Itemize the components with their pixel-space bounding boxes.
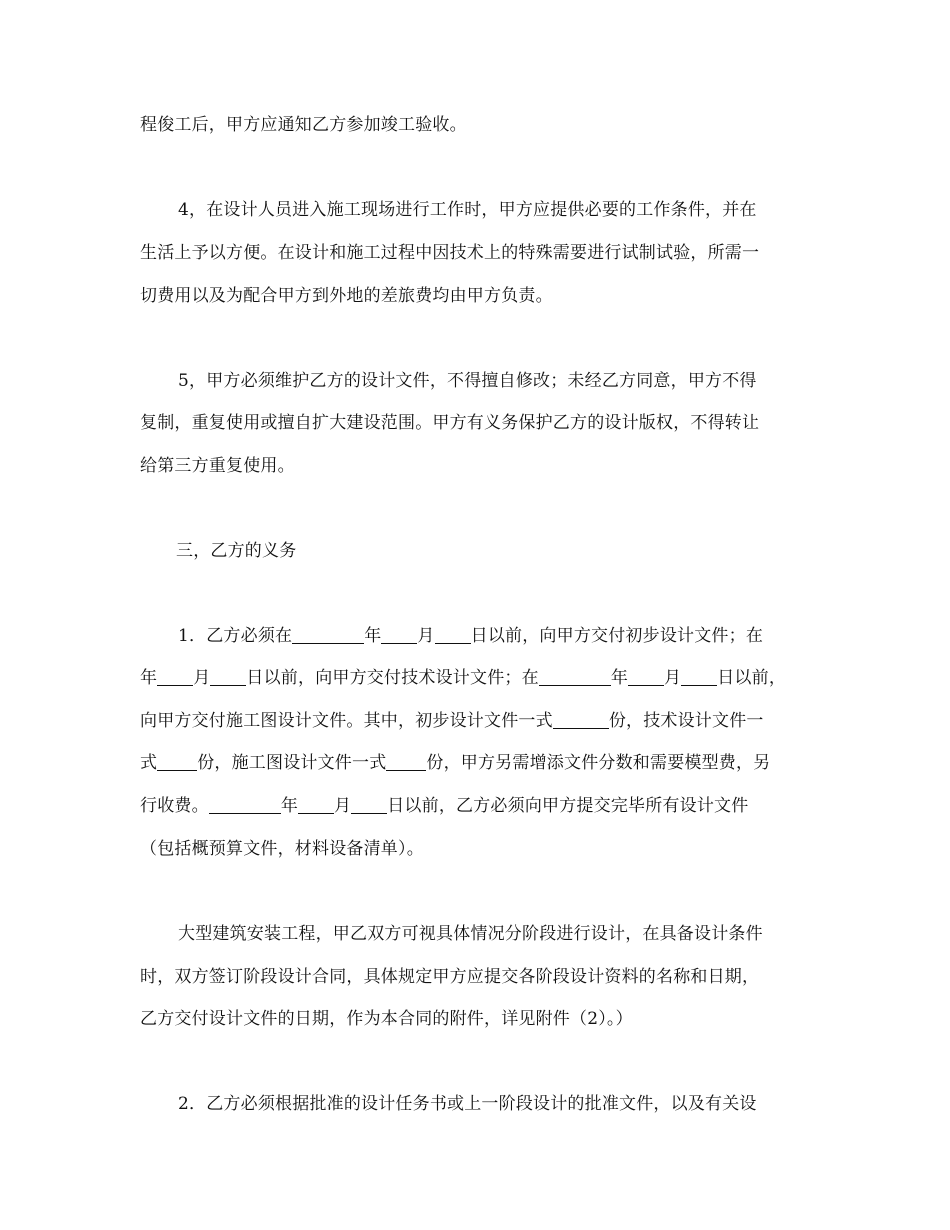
blank-field[interactable] <box>292 626 364 644</box>
fill-in-line <box>140 625 820 647</box>
fill-in-line <box>140 752 820 774</box>
blank-field[interactable] <box>628 668 664 686</box>
paragraph-line: 4，在设计人员进入施工现场进行工作时，甲方应提供必要的工作条件，并在 <box>178 200 757 220</box>
text-segment: 1．乙方必须在 <box>178 626 293 646</box>
blank-field[interactable] <box>681 668 717 686</box>
blank-field[interactable] <box>553 711 609 729</box>
blank-field[interactable] <box>209 796 281 814</box>
paragraph-line: 给第三方重复使用。 <box>140 456 295 476</box>
blank-field[interactable] <box>157 668 193 686</box>
text-segment: 向甲方交付施工图设计文件。其中，初步设计文件一式 <box>140 711 553 731</box>
text-segment: 日以前， <box>717 668 787 688</box>
paragraph-line: 生活上予以方便。在设计和施工过程中因技术上的特殊需要进行试制试验，所需一 <box>140 243 760 263</box>
blank-field[interactable] <box>386 753 426 771</box>
paragraph-line: （包括概预算文件，材料设备清单）。 <box>140 839 424 859</box>
text-segment: 月 <box>193 668 211 688</box>
paragraph-line: 复制，重复使用或擅自扩大建设范围。甲方有义务保护乙方的设计版权，不得转让 <box>140 413 760 433</box>
text-segment: 份，甲方另需增添文件分数和需要模型费，另 <box>426 753 771 773</box>
text-segment: 式 <box>140 753 158 773</box>
fill-in-line <box>140 667 820 689</box>
paragraph-line: 大型建筑安装工程，甲乙双方可视具体情况分阶段进行设计，在具备设计条件 <box>178 924 763 944</box>
text-segment: 年 <box>140 668 158 688</box>
text-segment: 年 <box>610 668 629 688</box>
text-segment: 月 <box>664 668 682 688</box>
text-segment: 日以前，向甲方交付初步设计文件；在 <box>470 626 764 646</box>
blank-field[interactable] <box>298 796 334 814</box>
paragraph-line: 切费用以及为配合甲方到外地的差旅费均由甲方负责。 <box>140 286 553 306</box>
paragraph-line: 2．乙方必须根据批准的设计任务书或上一阶段设计的批准文件，以及有关设 <box>178 1094 757 1114</box>
paragraph-line: 时，双方签订阶段设计合同，具体规定甲方应提交各阶段设计资料的名称和日期， <box>140 967 760 987</box>
text-segment: 日以前，乙方必须向甲方提交完毕所有设计文件 <box>387 796 749 816</box>
blank-field[interactable] <box>539 668 611 686</box>
fill-in-line <box>140 795 820 817</box>
paragraph-line: 程俊工后，甲方应通知乙方参加竣工验收。 <box>140 115 467 135</box>
text-segment: 年 <box>280 796 299 816</box>
text-segment: 份，技术设计文件一 <box>608 711 764 731</box>
fill-in-line <box>140 710 820 732</box>
text-segment: 月 <box>334 796 352 816</box>
text-segment: 份，施工图设计文件一式 <box>197 753 387 773</box>
text-segment: 年 <box>364 626 382 646</box>
paragraph-line: 5，甲方必须维护乙方的设计文件，不得擅自修改；未经乙方同意，甲方不得 <box>178 371 757 391</box>
text-segment: 日以前，向甲方交付技术设计文件；在 <box>246 668 539 688</box>
blank-field[interactable] <box>435 626 471 644</box>
blank-field[interactable] <box>210 668 246 686</box>
blank-field[interactable] <box>381 626 417 644</box>
section-heading: 三，乙方的义务 <box>176 541 297 561</box>
text-segment: 行收费。 <box>140 796 209 816</box>
paragraph-line: 乙方交付设计文件的日期，作为本合同的附件，详见附件（2）。） <box>140 1009 633 1029</box>
text-segment: 月 <box>417 626 435 646</box>
blank-field[interactable] <box>351 796 387 814</box>
blank-field[interactable] <box>157 753 197 771</box>
